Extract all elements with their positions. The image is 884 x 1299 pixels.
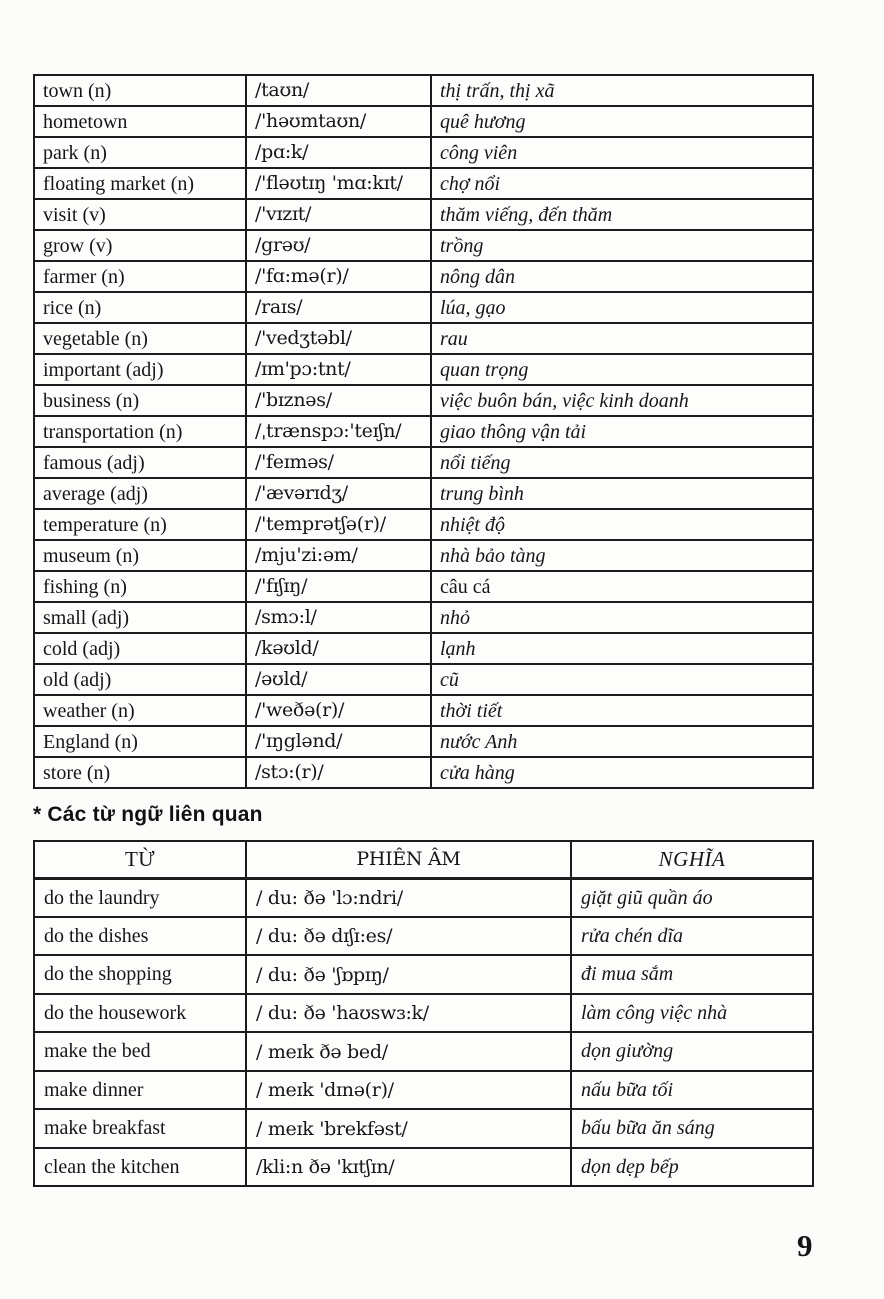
vocab-word-cell: vegetable (n) [34, 323, 246, 354]
vocab-ipa-cell: /kəʊld/ [246, 633, 431, 664]
related-meaning-cell: bấu bữa ăn sáng [571, 1109, 813, 1148]
related-ipa-cell: / meɪk 'dɪnə(r)/ [246, 1071, 571, 1110]
vocab-table-row [34, 199, 813, 230]
related-meaning-cell: nấu bữa tối [571, 1071, 813, 1110]
vocab-word-cell: fishing (n) [34, 571, 246, 602]
related-table-row [34, 994, 813, 1033]
vocab-table-row [34, 633, 813, 664]
vocab-table-row [34, 757, 813, 788]
related-header-ipa: PHIÊN ÂM [246, 841, 571, 878]
vocab-meaning-cell: lúa, gạo [431, 292, 813, 323]
page-number: 9 [797, 1228, 813, 1263]
related-table-head [34, 841, 813, 878]
related-ipa-cell: / meɪk 'brekfəst/ [246, 1109, 571, 1148]
vocab-ipa-cell: /taʊn/ [246, 75, 431, 106]
related-ipa-cell: / du: ðə 'lɔ:ndri/ [246, 878, 571, 917]
vocab-meaning-cell: công viên [431, 137, 813, 168]
related-table-row [34, 1071, 813, 1110]
related-ipa-cell: / du: ðə dɪʃɪ:es/ [246, 917, 571, 956]
related-table-row [34, 878, 813, 917]
vocab-table-row [34, 230, 813, 261]
related-meaning-cell: giặt giũ quần áo [571, 878, 813, 917]
related-ipa-cell: / du: ðə 'haʊswɜ:k/ [246, 994, 571, 1033]
related-word-cell: make the bed [34, 1032, 246, 1071]
vocab-table-row [34, 261, 813, 292]
related-table-row [34, 1109, 813, 1148]
vocab-table-row [34, 602, 813, 633]
related-meaning-cell: dọn giường [571, 1032, 813, 1071]
vocab-ipa-cell: /grəʊ/ [246, 230, 431, 261]
vocab-table-row [34, 137, 813, 168]
vocab-word-cell: famous (adj) [34, 447, 246, 478]
vocab-table-row [34, 664, 813, 695]
vocab-meaning-cell: lạnh [431, 633, 813, 664]
vocab-ipa-cell: /'fləʊtɪŋ 'mɑ:kɪt/ [246, 168, 431, 199]
vocab-table-row [34, 726, 813, 757]
vocab-table-row [34, 168, 813, 199]
vocab-table-row [34, 447, 813, 478]
vocab-word-cell: hometown [34, 106, 246, 137]
vocab-meaning-cell: trung bình [431, 478, 813, 509]
vocab-table-row [34, 509, 813, 540]
related-table-body [34, 878, 813, 1186]
related-meaning-cell: làm công việc nhà [571, 994, 813, 1033]
vocab-ipa-cell: /'temprətʃə(r)/ [246, 509, 431, 540]
related-header-word: TỪ [34, 841, 246, 878]
related-header-row [34, 841, 813, 878]
vocab-word-cell: old (adj) [34, 664, 246, 695]
vocab-word-cell: important (adj) [34, 354, 246, 385]
vocab-table-row [34, 292, 813, 323]
vocab-ipa-cell: /'bɪznəs/ [246, 385, 431, 416]
vocab-meaning-cell: câu cá [431, 571, 813, 602]
vocab-ipa-cell: /'vedʒtəbl/ [246, 323, 431, 354]
related-table-row [34, 1032, 813, 1071]
vocab-table-row [34, 323, 813, 354]
vocab-ipa-cell: /smɔ:l/ [246, 602, 431, 633]
related-word-cell: clean the kitchen [34, 1148, 246, 1187]
vocab-word-cell: museum (n) [34, 540, 246, 571]
vocab-ipa-cell: /ɪm'pɔ:tnt/ [246, 354, 431, 385]
vocab-ipa-cell: /'fɪʃɪŋ/ [246, 571, 431, 602]
vocab-ipa-cell: /'ɪŋglənd/ [246, 726, 431, 757]
related-words-table [33, 840, 814, 1187]
vocab-ipa-cell: /raɪs/ [246, 292, 431, 323]
vocab-meaning-cell: quê hương [431, 106, 813, 137]
vocab-ipa-cell: /stɔ:(r)/ [246, 757, 431, 788]
related-ipa-cell: /kli:n ðə 'kɪtʃɪn/ [246, 1148, 571, 1187]
related-ipa-cell: / du: ðə 'ʃɒpɪŋ/ [246, 955, 571, 994]
vocab-ipa-cell: /'feɪməs/ [246, 447, 431, 478]
vocab-ipa-cell: /'weðə(r)/ [246, 695, 431, 726]
related-meaning-cell: đi mua sắm [571, 955, 813, 994]
related-header-meaning: NGHĨA [571, 841, 813, 878]
vocab-ipa-cell: /'fɑ:mə(r)/ [246, 261, 431, 292]
vocab-table-row [34, 416, 813, 447]
vocab-table-row [34, 354, 813, 385]
related-table-row [34, 917, 813, 956]
related-word-cell: do the shopping [34, 955, 246, 994]
vocab-word-cell: England (n) [34, 726, 246, 757]
vocab-meaning-cell: nước Anh [431, 726, 813, 757]
vocab-ipa-cell: /ˌtrænspɔ:'teɪʃn/ [246, 416, 431, 447]
vocab-ipa-cell: /'vɪzɪt/ [246, 199, 431, 230]
vocab-ipa-cell: /'ævərɪdʒ/ [246, 478, 431, 509]
related-table-row [34, 955, 813, 994]
related-ipa-cell: / meɪk ðə bed/ [246, 1032, 571, 1071]
vocab-word-cell: rice (n) [34, 292, 246, 323]
vocab-word-cell: floating market (n) [34, 168, 246, 199]
vocab-ipa-cell: /pɑ:k/ [246, 137, 431, 168]
vocab-table-row [34, 571, 813, 602]
vocab-table-row [34, 385, 813, 416]
vocab-word-cell: small (adj) [34, 602, 246, 633]
vocab-ipa-cell: /mju'zi:əm/ [246, 540, 431, 571]
vocab-meaning-cell: rau [431, 323, 813, 354]
vocab-meaning-cell: thăm viếng, đến thăm [431, 199, 813, 230]
vocab-meaning-cell: thị trấn, thị xã [431, 75, 813, 106]
vocab-ipa-cell: /əʊld/ [246, 664, 431, 695]
vocab-word-cell: business (n) [34, 385, 246, 416]
related-word-cell: make dinner [34, 1071, 246, 1110]
vocab-word-cell: park (n) [34, 137, 246, 168]
vocab-table-row [34, 540, 813, 571]
vocab-word-cell: grow (v) [34, 230, 246, 261]
related-word-cell: do the housework [34, 994, 246, 1033]
related-table-row [34, 1148, 813, 1187]
vocab-word-cell: average (adj) [34, 478, 246, 509]
related-words-heading: * Các từ ngữ liên quan [33, 803, 263, 826]
vocabulary-table [33, 74, 814, 789]
vocab-word-cell: cold (adj) [34, 633, 246, 664]
vocab-table-row [34, 695, 813, 726]
vocab-word-cell: temperature (n) [34, 509, 246, 540]
vocab-meaning-cell: thời tiết [431, 695, 813, 726]
vocab-meaning-cell: cũ [431, 664, 813, 695]
vocab-meaning-cell: trồng [431, 230, 813, 261]
vocab-meaning-cell: cửa hàng [431, 757, 813, 788]
vocab-meaning-cell: chợ nổi [431, 168, 813, 199]
vocab-table-row [34, 106, 813, 137]
vocab-meaning-cell: việc buôn bán, việc kinh doanh [431, 385, 813, 416]
related-meaning-cell: dọn dẹp bếp [571, 1148, 813, 1187]
vocab-word-cell: weather (n) [34, 695, 246, 726]
vocab-meaning-cell: nhỏ [431, 602, 813, 633]
vocab-meaning-cell: nông dân [431, 261, 813, 292]
vocabulary-table-body [34, 75, 813, 788]
related-word-cell: do the dishes [34, 917, 246, 956]
vocab-word-cell: store (n) [34, 757, 246, 788]
vocab-ipa-cell: /'həʊmtaʊn/ [246, 106, 431, 137]
vocab-word-cell: transportation (n) [34, 416, 246, 447]
vocab-meaning-cell: nhà bảo tàng [431, 540, 813, 571]
vocab-meaning-cell: nhiệt độ [431, 509, 813, 540]
related-word-cell: make breakfast [34, 1109, 246, 1148]
vocab-meaning-cell: quan trọng [431, 354, 813, 385]
vocab-table-row [34, 75, 813, 106]
vocab-meaning-cell: giao thông vận tải [431, 416, 813, 447]
vocab-meaning-cell: nổi tiếng [431, 447, 813, 478]
vocab-word-cell: town (n) [34, 75, 246, 106]
vocab-word-cell: farmer (n) [34, 261, 246, 292]
related-meaning-cell: rửa chén dĩa [571, 917, 813, 956]
related-word-cell: do the laundry [34, 878, 246, 917]
vocab-word-cell: visit (v) [34, 199, 246, 230]
vocab-table-row [34, 478, 813, 509]
